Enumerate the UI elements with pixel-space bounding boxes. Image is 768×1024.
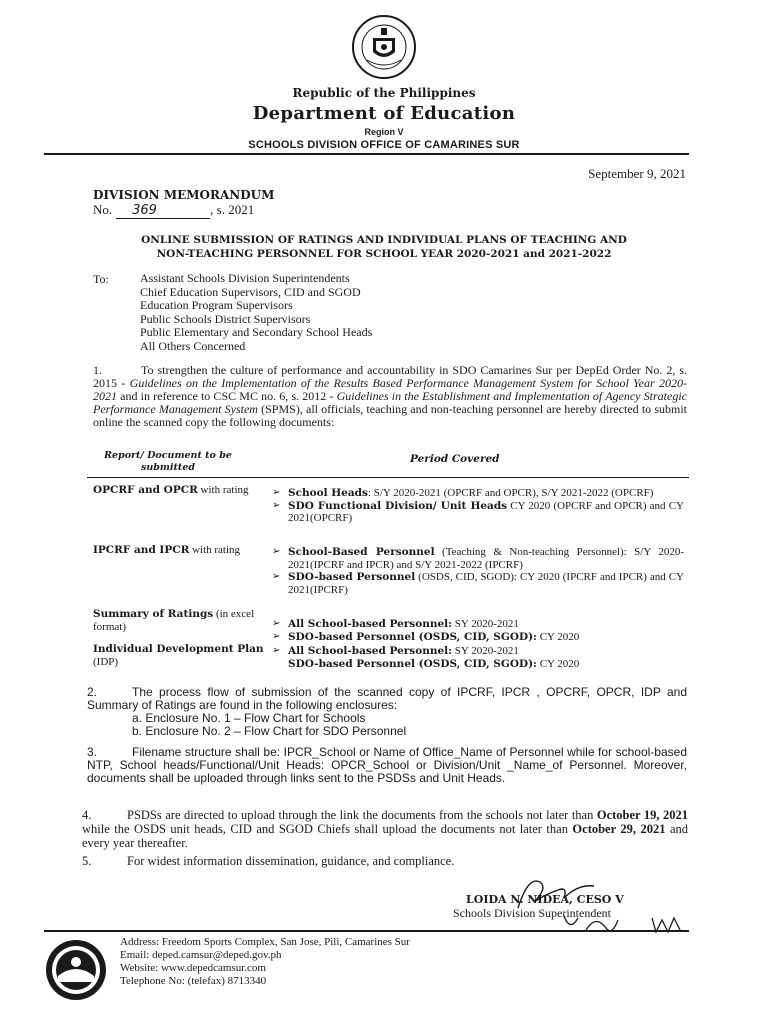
paragraph-number: 3. (87, 745, 98, 759)
table-row-period (272, 546, 684, 596)
memo-title: DIVISION MEMORANDUM (93, 188, 275, 202)
paragraph-text: and every year thereafter. (82, 822, 688, 850)
period-text: CY 2020 (OPCRF and OPCR) and CY 2021(OPCRF) (288, 499, 684, 524)
header-department: Department of Education (252, 103, 516, 124)
paragraph-italic: Guidelines on the Implementation of the Results Based Performance Management System for School Year 2020-2021 (93, 376, 687, 403)
document-name: IPCRF and IPCR (93, 544, 190, 556)
period-item (272, 571, 684, 596)
subject-line-2: NON-TEACHING PERSONNEL FOR SCHOOL YEAR 2020-2021 and 2021-2022 (156, 248, 612, 260)
table-row-document (93, 544, 273, 557)
period-text: (Teaching & Non-teaching Personnel): S/Y 2020-2021(IPCRF and IPCR) and S/Y 2021-2022 (IPCRF) (288, 546, 684, 571)
bullet-arrow-icon: ➢ (272, 618, 281, 629)
period-group: All School-based Personnel: (288, 645, 453, 657)
table-row-document (93, 643, 273, 669)
period-group: SDO-based Personnel (288, 571, 416, 583)
period-text: : S/Y 2020-2021 (OPCRF and OPCR), S/Y 2021-2022 (OPCRF) (367, 487, 654, 499)
recipient: Public Elementary and Secondary School Heads (140, 325, 373, 339)
period-item (272, 658, 684, 671)
document-name: OPCRF and OPCR (93, 484, 198, 496)
period-item (272, 487, 684, 500)
table-row-period (272, 618, 684, 643)
recipient: Public Schools District Supervisors (140, 311, 311, 326)
paragraph-number: 2. (87, 685, 98, 699)
bullet-arrow-icon: ➢ (272, 499, 281, 511)
period-item (272, 645, 684, 658)
document-note: with rating (189, 544, 241, 556)
initials-icon (556, 910, 696, 938)
table-row-period (272, 487, 684, 525)
paragraph-5 (82, 854, 688, 869)
footer-email: Email: deped.camsur@deped.gov.ph (120, 949, 282, 961)
bullet-arrow-icon: ➢ (272, 487, 281, 498)
bullet-arrow-icon: ➢ (272, 546, 281, 557)
memo-subject (60, 233, 708, 261)
table-divider (87, 477, 689, 478)
memo-number-value: 369 (116, 203, 210, 219)
recipient-list (140, 272, 372, 353)
table-header-text: submitted (140, 462, 196, 473)
document-note: (IDP) (93, 656, 119, 668)
table-row-document (93, 484, 273, 497)
paragraph-text: For widest information dissemination, guidance, and compliance. (127, 854, 455, 868)
deadline-date: October 29, 2021 (572, 822, 666, 836)
period-text: (OSDS, CID, SGOD): CY 2020 (IPCRF and IPCR) and CY 2021(IPCRF) (288, 571, 684, 596)
period-group: School-Based Personnel (288, 546, 435, 558)
header-region: Region V (364, 127, 404, 137)
signatory-title: Schools Division Superintendent (453, 906, 611, 920)
period-text: CY 2020 (536, 657, 580, 670)
memo-series: , s. 2021 (210, 202, 255, 217)
paragraph-text: To strengthen the culture of performance and accountability in SDO Camarines Sur per DepEd Order No. 2, s. 2015 - (93, 363, 687, 390)
paragraph-text: while the OSDS unit heads, CID and SGOD Chiefs shall upload the documents not later than (82, 822, 573, 836)
footer-address: Address: Freedom Sports Complex, San Jose, Pili, Camarines Sur (120, 936, 410, 948)
recipient: Chief Education Supervisors, CID and SGOD (140, 284, 361, 299)
bullet-arrow-icon: ➢ (272, 630, 281, 642)
footer-contact (120, 936, 410, 988)
document-note: with rating (197, 484, 249, 496)
header-republic: Republic of the Philippines (292, 86, 476, 100)
footer-telephone: Telephone No: (telefax) 8713340 (120, 975, 267, 987)
bullet-arrow-icon: ➢ (272, 571, 281, 582)
table-row-document (93, 608, 273, 634)
period-item (272, 631, 684, 644)
table-header-document (93, 450, 243, 474)
period-item (272, 618, 684, 631)
table-header-text: Report/ Document to be (104, 450, 232, 461)
period-text: SY 2020-2021 (452, 618, 519, 630)
period-group: SDO-based Personnel (OSDS, CID, SGOD): (288, 630, 537, 643)
to-label: To: (93, 272, 109, 286)
paragraph-italic: Guidelines in the Establishment and Implementation of Agency Strategic Performance Management System (93, 389, 687, 416)
paragraph-text: The process flow of submission of the scanned copy of IPCRF, IPCR , OPCRF, OPCR, IDP and Summary of Ratings are found in the following enclosures: (87, 685, 687, 712)
period-text: SY 2020-2021 (452, 645, 519, 657)
period-group: SDO Functional Division/ Unit Heads (288, 499, 508, 512)
memo-date: September 9, 2021 (588, 166, 686, 181)
enclosure-item: b. Enclosure No. 2 – Flow Chart for SDO Personnel (132, 724, 407, 738)
document-name: Summary of Ratings (93, 608, 214, 620)
paragraph-number: 4. (82, 808, 92, 822)
document-name: Individual Development Plan (93, 643, 264, 655)
table-header-period: Period Covered (410, 453, 500, 465)
paragraph-text: (SPMS), all officials, teaching and non-teaching personnel are hereby directed to submit online the scanned copy the following documents: (93, 402, 687, 429)
paragraph-number: 5. (82, 854, 92, 868)
period-text: CY 2020 (536, 630, 580, 643)
paragraph-text: Filename structure shall be: IPCR_School or Name of Office_Name of Personnel while for school-based NTP, School heads/Functional/Unit Heads: OPCR_School or Division/Unit _Name_of Personnel. Moreover, documents shall be uploaded through links sent to the PSDSs and Unit Heads. (87, 745, 687, 785)
paragraph-2 (87, 686, 687, 738)
paragraph-text: and in reference to CSC MC no. 6, s. 2012 - (117, 389, 337, 403)
bullet-arrow-icon: ➢ (272, 645, 281, 656)
recipient: Education Program Supervisors (140, 298, 293, 312)
period-item (272, 500, 684, 525)
paragraph-3 (87, 746, 687, 785)
period-group: SDO-based Personnel (OSDS, CID, SGOD): (288, 657, 537, 670)
deped-seal-icon (351, 14, 417, 80)
period-item (272, 546, 684, 571)
period-group: All School-based Personnel: (288, 618, 453, 630)
sdo-camarines-sur-logo-icon (44, 938, 108, 1002)
signatory-name: LOIDA N. NIDEA, CESO V (466, 893, 624, 906)
deadline-date: October 19, 2021 (596, 808, 688, 822)
subject-line-1: ONLINE SUBMISSION OF RATINGS AND INDIVIDUAL PLANS OF TEACHING AND (141, 234, 627, 246)
table-row-period (272, 645, 684, 670)
recipient: All Others Concerned (140, 338, 246, 353)
header-office: SCHOOLS DIVISION OFFICE OF CAMARINES SUR (248, 139, 520, 151)
paragraph-4 (82, 808, 688, 850)
memo-number (93, 202, 254, 219)
paragraph-text: PSDSs are directed to upload through the link the documents from the schools not later than (127, 808, 597, 822)
period-group: School Heads (288, 487, 368, 499)
footer-divider (44, 930, 689, 932)
enclosure-item: a. Enclosure No. 1 – Flow Chart for Schools (132, 711, 366, 725)
document-note: (in excel format) (93, 608, 255, 633)
footer-website: Website: www.depedcamsur.com (120, 962, 266, 974)
recipient: Assistant Schools Division Superintendents (140, 271, 350, 285)
memo-number-label: No. (93, 202, 113, 217)
paragraph-number: 1. (93, 363, 102, 377)
header-divider (44, 153, 689, 155)
paragraph-1 (93, 364, 687, 429)
